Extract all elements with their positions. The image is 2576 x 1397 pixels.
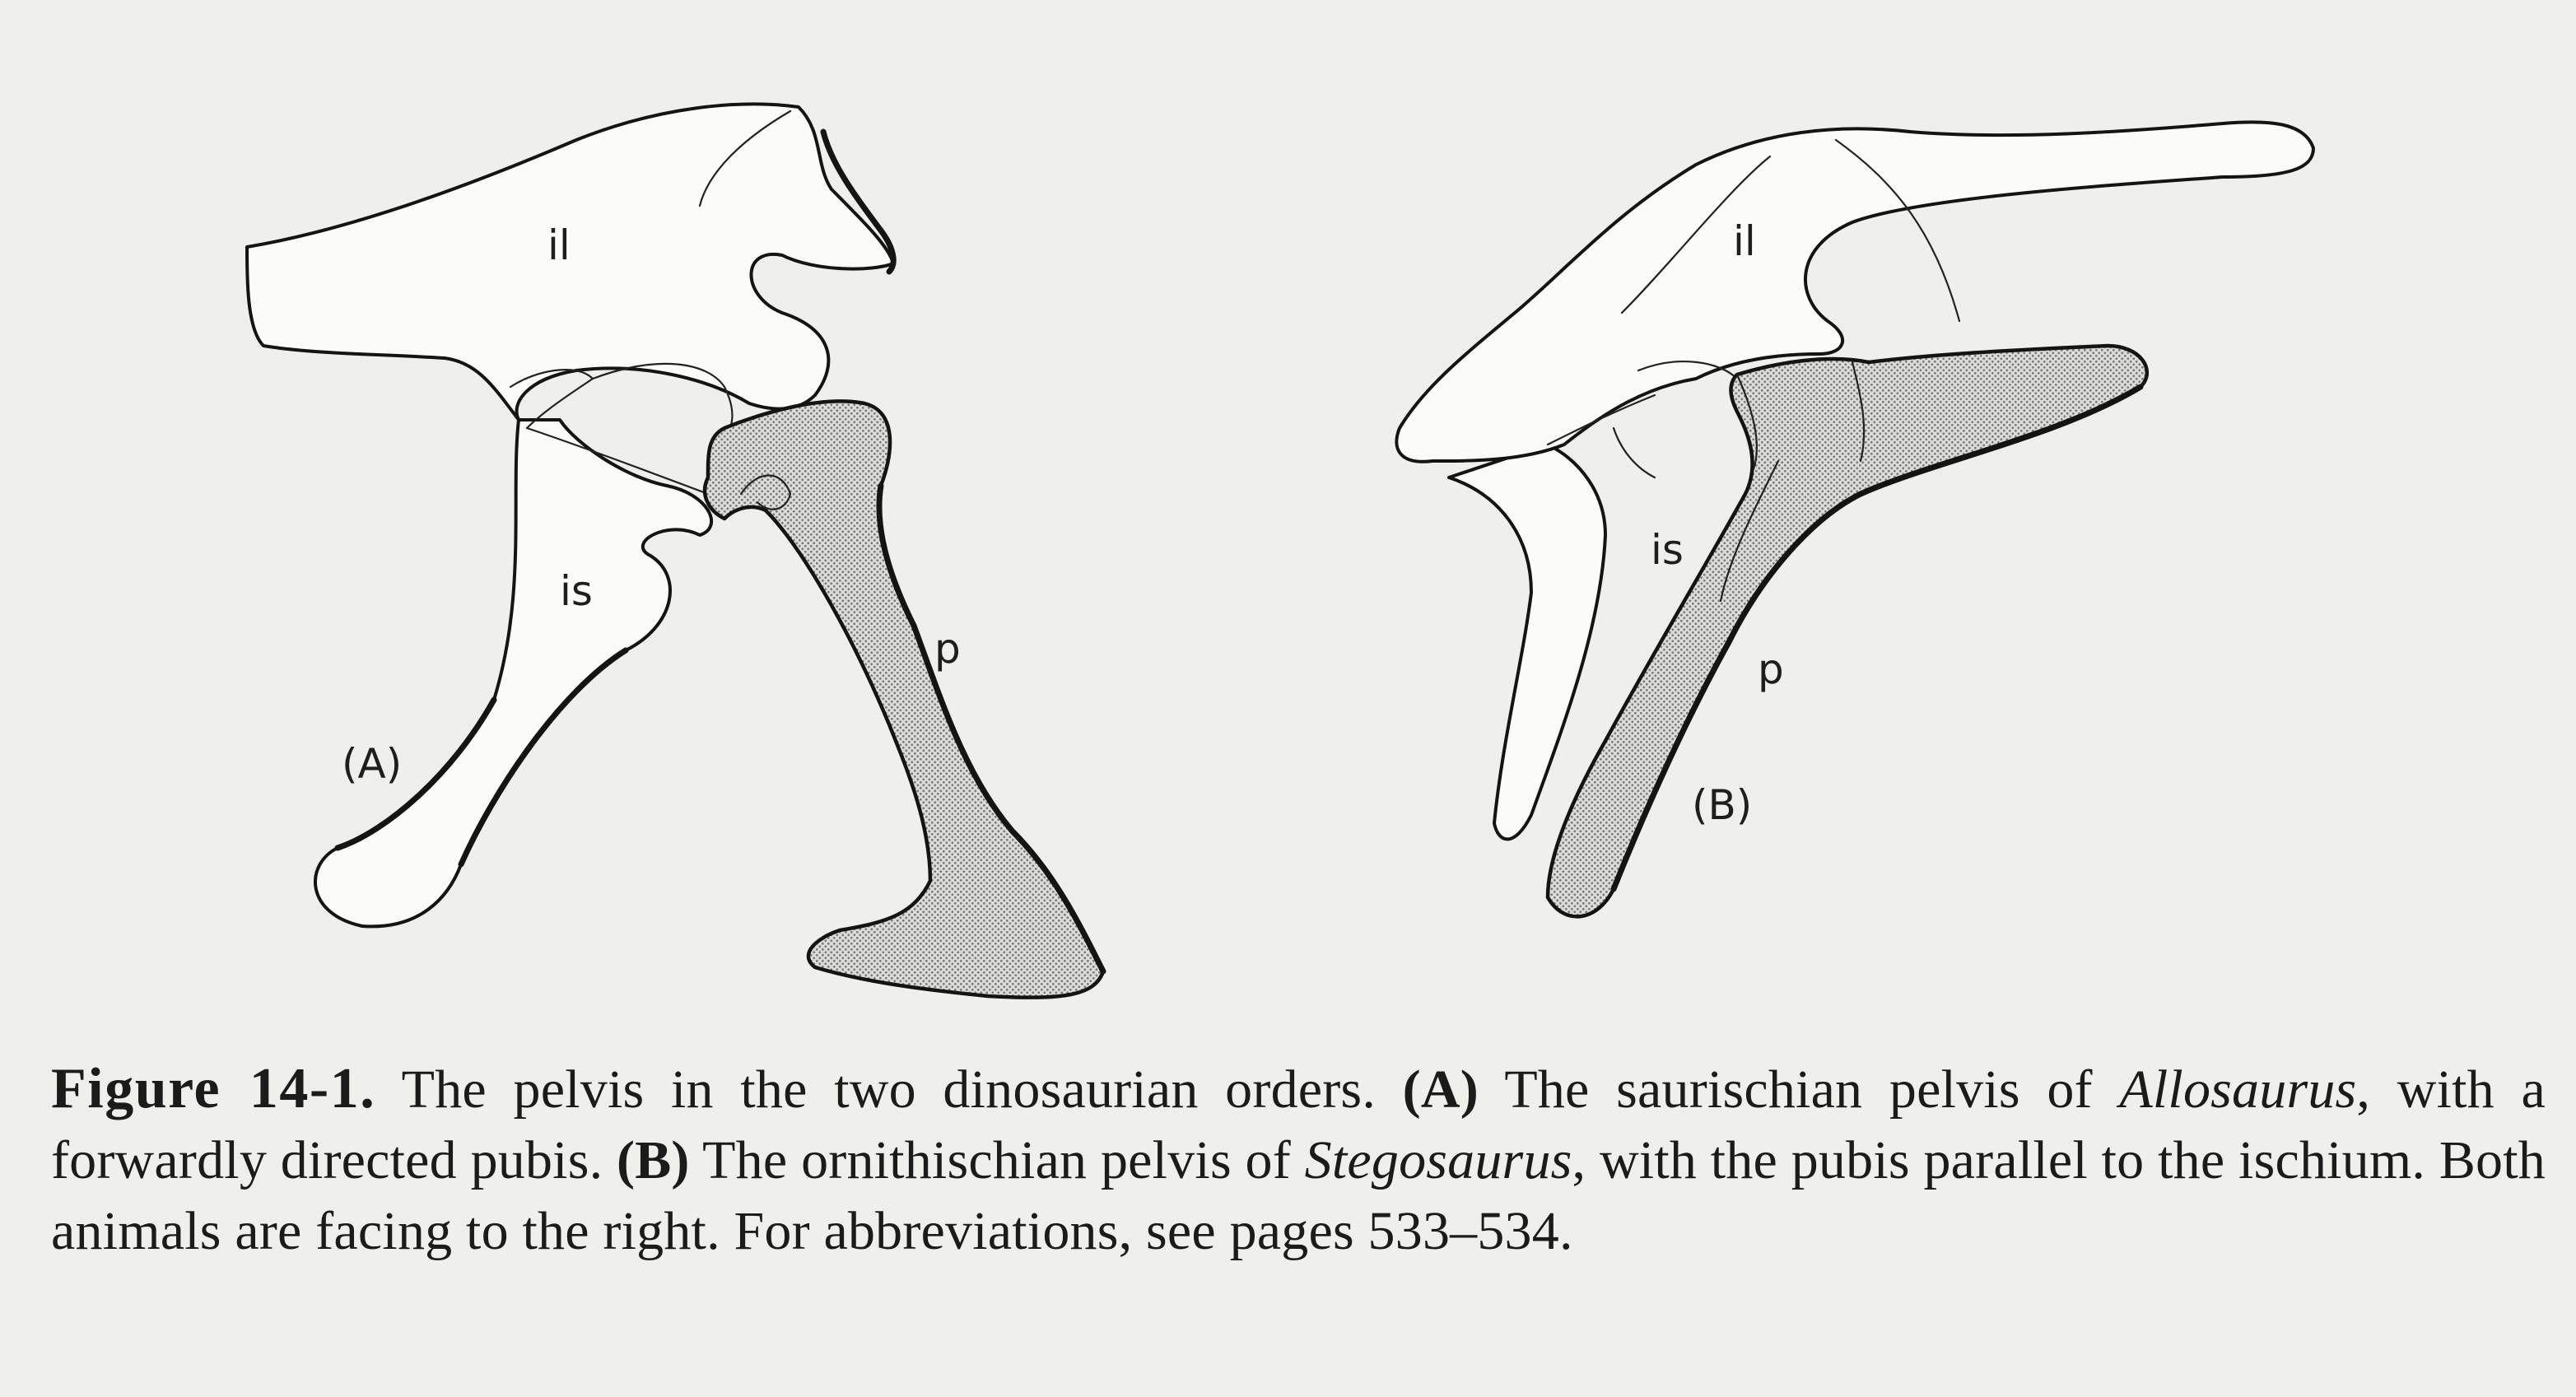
panel-a-label-p: p: [934, 625, 961, 673]
panel-a-letter: (A): [342, 740, 403, 788]
caption-a-text-2: , with a forwardly directed pubis.: [51, 1059, 2546, 1190]
panel-a-label-il: il: [547, 221, 571, 269]
figure-label: Figure 14-1.: [51, 1057, 376, 1120]
panel-a-drawing: [247, 104, 1103, 997]
panel-b-ischium: [1449, 445, 1605, 839]
caption-intro: The pelvis in the two dinosaurian orders.: [375, 1059, 1403, 1120]
panel-b-label-il: il: [1733, 217, 1756, 265]
caption-genus-stegosaurus: Stegosaurus: [1304, 1130, 1572, 1190]
caption-marker-b: (B): [617, 1130, 690, 1190]
caption-a-text-1: The saurischian pelvis of: [1478, 1059, 2120, 1120]
panel-b-label-is: is: [1651, 526, 1684, 574]
panel-b-drawing: [1396, 122, 2313, 916]
figure-caption: [51, 1054, 2546, 1267]
panel-a-ischium: [315, 420, 711, 926]
caption-b-text-2: , with the pubis parallel to the ischium. Both animals are facing to the right. For abbreviations, see pages 533–534.: [51, 1130, 2546, 1261]
caption-b-text-1: The ornithischian pelvis of: [689, 1130, 1305, 1190]
panel-a-label-is: is: [560, 567, 593, 615]
panel-a-pubis: [705, 401, 1103, 997]
caption-marker-a: (A): [1402, 1059, 1479, 1120]
panel-b-label-p: p: [1758, 645, 1784, 693]
caption-genus-allosaurus: Allosaurus: [2119, 1059, 2357, 1120]
panel-b-letter: (B): [1692, 781, 1753, 829]
